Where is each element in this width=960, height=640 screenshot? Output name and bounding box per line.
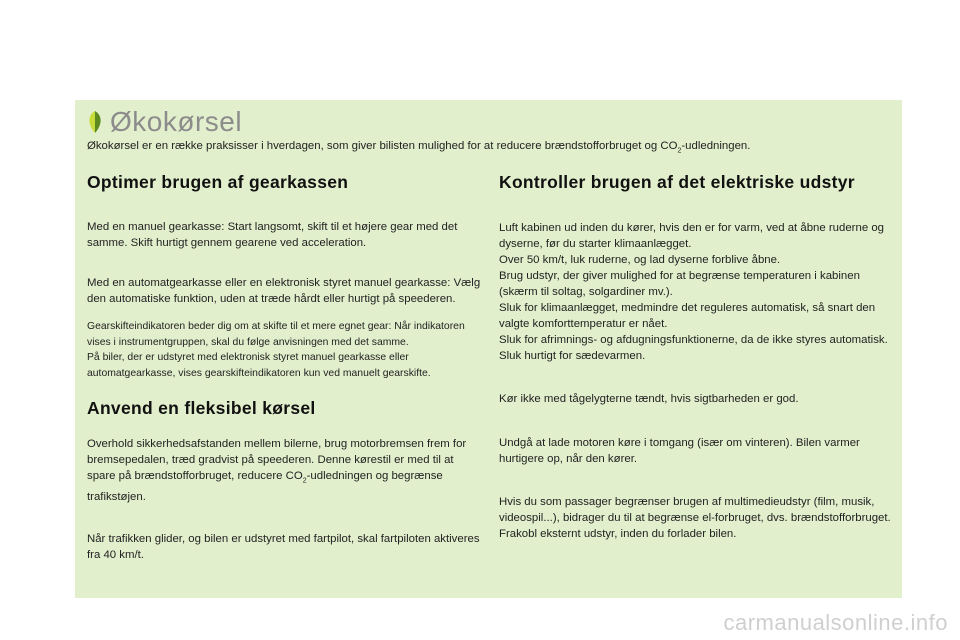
paragraph-automatic-gearbox: Med en automatgearkasse eller en elektronisk styret manuel gearkasse: Vælg den automatiske funktion, uden at træde hårdt eller hurtigt på speederen.: [87, 277, 481, 305]
right-column: [499, 172, 897, 542]
leaf-icon: [86, 110, 104, 134]
title-row: [86, 104, 242, 140]
watermark: carmanualsonline.info: [723, 610, 948, 635]
paragraph-safety-distance: Overhold sikkerhedsafstanden mellem bilerne, brug motorbremsen frem for bremsepedalen, træd gradvist på speederen. Denne kørestil er med til at spare på brændstofforbruget, reducere $CO_2$-udledningen og begrænse trafikstøjen.: [87, 438, 467, 504]
intro-text: Økokørsel er en række praksisser i hverdagen, som giver bilisten mulighed for at reducere brændstofforbruget og $CO_2$-udledningen.: [87, 140, 751, 155]
paragraph-fog-lights: Kør ikke med tågelygterne tændt, hvis sigtbarheden er god.: [499, 393, 799, 405]
left-column: [87, 172, 482, 563]
heading-electrical-equipment: Kontroller brugen af det elektriske udstyr: [499, 172, 855, 192]
paragraph-manual-gearbox: Med en manuel gearkasse: Start langsomt, skift til et højere gear med det samme. Skift hurtigt gennem gearene ved acceleration.: [87, 221, 458, 249]
paragraph-idling: Undgå at lade motoren køre i tomgang (især om vinteren). Bilen varmer hurtigere op, når den kører.: [499, 437, 860, 465]
paragraph-gear-indicator: Gearskifteindikatoren beder dig om at skifte til et mere egnet gear: Når indikatoren vises i instrumentgruppen, skal du følge anvisningen med det samme. På biler, der er udstyret med elektronisk styret manuel gearkasse eller automatgearkasse, vises gearskifteindikatoren kun ved manuelt gearskifte.: [87, 321, 465, 379]
heading-gearbox: Optimer brugen af gearkassen: [87, 172, 349, 192]
paragraph-cabin-ventilation: Luft kabinen ud inden du kører, hvis den er for varm, ved at åbne ruderne og dyserne, før du starter klimaanlægget. Over 50 km/t, luk ruderne, og lad dyserne forblive åbne. Brug udstyr, der giver mulighed for at begrænse temperaturen i kabinen (skærm til soltag, solgardiner mv.). Sluk for klimaanlægget, medmindre det reguleres automatisk, så snart den valgte komforttemperatur er nået. Sluk for afrimnings- og afdugningsfunktionerne, da de ikke styres automatisk. Sluk hurtigt for sædevarmen.: [499, 222, 888, 362]
paragraph-multimedia: Hvis du som passager begrænser brugen af multimedieudstyr (film, musik, videospil...), bidrager du til at begrænse el-forbruget, dvs. brændstofforbruget. Frakobl eksternt udstyr, inden du forlader bilen.: [499, 496, 891, 540]
page-title: Økokørsel: [110, 106, 243, 137]
heading-flexible-driving: Anvend en fleksibel kørsel: [87, 398, 316, 418]
paragraph-cruise-control: Når trafikken glider, og bilen er udstyret med fartpilot, skal fartpiloten aktiveres fra 40 km/t.: [87, 533, 480, 562]
